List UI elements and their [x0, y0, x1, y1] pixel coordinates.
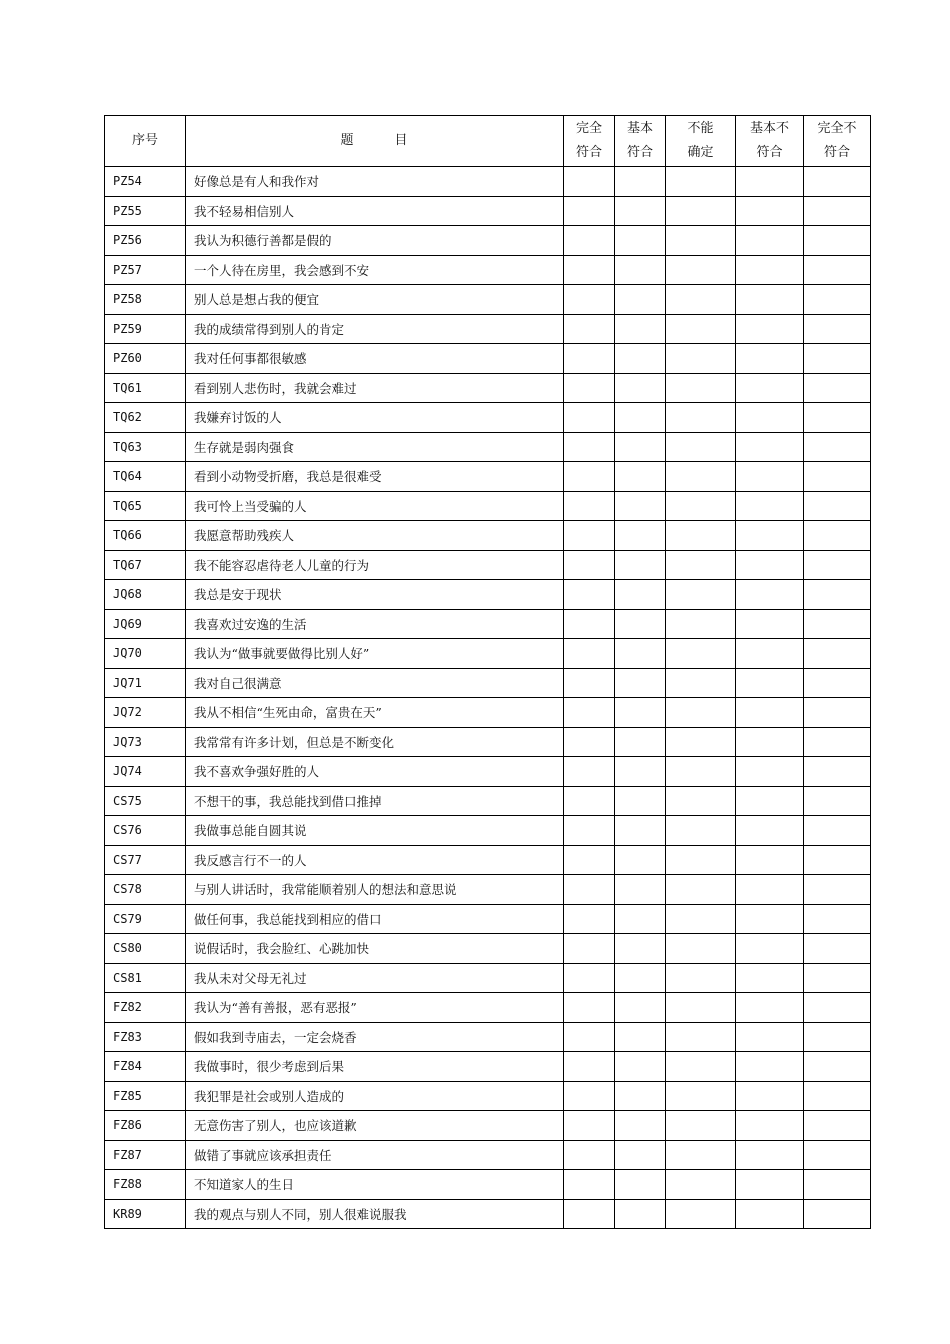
table-row — [105, 167, 871, 197]
question-code: KR89 — [105, 1199, 186, 1229]
answer-cell-mostly-agree[interactable] — [615, 226, 666, 256]
question-code: TQ66 — [105, 521, 186, 551]
question-code: PZ57 — [105, 255, 186, 285]
answer-cell-fully-disagree[interactable] — [804, 373, 871, 403]
answer-cell-mostly-agree[interactable] — [615, 668, 666, 698]
answer-cell-fully-agree[interactable] — [564, 1199, 615, 1229]
table-row — [105, 668, 871, 698]
answer-cell-unsure[interactable] — [666, 1140, 736, 1170]
question-code: CS77 — [105, 845, 186, 875]
answer-cell-fully-agree[interactable] — [564, 580, 615, 610]
question-text: 不想干的事，我总能找到借口推掉 — [186, 786, 564, 816]
answer-cell-mostly-agree[interactable] — [615, 845, 666, 875]
answer-cell-fully-disagree[interactable] — [804, 1199, 871, 1229]
answer-cell-fully-agree[interactable] — [564, 1140, 615, 1170]
answer-cell-unsure[interactable] — [666, 373, 736, 403]
question-text: 与别人讲话时，我常能顺着别人的想法和意思说 — [186, 875, 564, 905]
answer-cell-mostly-disagree[interactable] — [736, 285, 804, 315]
question-code: CS76 — [105, 816, 186, 846]
question-text: 我可怜上当受骗的人 — [186, 491, 564, 521]
answer-cell-fully-disagree[interactable] — [804, 491, 871, 521]
header-option-fully-agree: 完全 符合 — [564, 116, 615, 167]
answer-cell-fully-agree[interactable] — [564, 196, 615, 226]
table-row — [105, 314, 871, 344]
question-text: 好像总是有人和我作对 — [186, 167, 564, 197]
question-code: CS78 — [105, 875, 186, 905]
table-row — [105, 521, 871, 551]
answer-cell-unsure[interactable] — [666, 698, 736, 728]
table-row — [105, 373, 871, 403]
answer-cell-unsure[interactable] — [666, 727, 736, 757]
answer-cell-fully-agree[interactable] — [564, 816, 615, 846]
answer-cell-fully-disagree[interactable] — [804, 462, 871, 492]
header-row — [105, 116, 871, 167]
answer-cell-unsure[interactable] — [666, 845, 736, 875]
answer-cell-unsure[interactable] — [666, 993, 736, 1023]
answer-cell-unsure[interactable] — [666, 432, 736, 462]
answer-cell-fully-disagree[interactable] — [804, 816, 871, 846]
table-row — [105, 1140, 871, 1170]
table-row — [105, 285, 871, 315]
answer-cell-mostly-agree[interactable] — [615, 462, 666, 492]
answer-cell-mostly-agree[interactable] — [615, 1199, 666, 1229]
question-code: PZ55 — [105, 196, 186, 226]
answer-cell-mostly-disagree[interactable] — [736, 255, 804, 285]
table-row — [105, 255, 871, 285]
answer-cell-fully-disagree[interactable] — [804, 167, 871, 197]
questionnaire-table — [104, 115, 871, 1229]
answer-cell-mostly-disagree[interactable] — [736, 668, 804, 698]
answer-cell-unsure[interactable] — [666, 285, 736, 315]
question-code: PZ59 — [105, 314, 186, 344]
table-row — [105, 698, 871, 728]
answer-cell-unsure[interactable] — [666, 580, 736, 610]
answer-cell-mostly-agree[interactable] — [615, 1170, 666, 1200]
answer-cell-fully-agree[interactable] — [564, 226, 615, 256]
question-text: 我不喜欢争强好胜的人 — [186, 757, 564, 787]
table-row — [105, 639, 871, 669]
answer-cell-fully-agree[interactable] — [564, 403, 615, 433]
answer-cell-fully-agree[interactable] — [564, 1170, 615, 1200]
answer-cell-mostly-disagree[interactable] — [736, 904, 804, 934]
answer-cell-mostly-disagree[interactable] — [736, 462, 804, 492]
question-code: PZ60 — [105, 344, 186, 374]
answer-cell-unsure[interactable] — [666, 757, 736, 787]
answer-cell-mostly-disagree[interactable] — [736, 757, 804, 787]
question-text: 别人总是想占我的便宜 — [186, 285, 564, 315]
question-code: PZ56 — [105, 226, 186, 256]
question-text: 不知道家人的生日 — [186, 1170, 564, 1200]
question-text: 我愿意帮助残疾人 — [186, 521, 564, 551]
table-row — [105, 344, 871, 374]
answer-cell-mostly-agree[interactable] — [615, 285, 666, 315]
question-text: 做任何事，我总能找到相应的借口 — [186, 904, 564, 934]
table-row — [105, 491, 871, 521]
answer-cell-fully-agree[interactable] — [564, 285, 615, 315]
answer-cell-fully-agree[interactable] — [564, 963, 615, 993]
table-row — [105, 462, 871, 492]
question-code: TQ65 — [105, 491, 186, 521]
answer-cell-unsure[interactable] — [666, 639, 736, 669]
question-code: CS79 — [105, 904, 186, 934]
answer-cell-fully-agree[interactable] — [564, 786, 615, 816]
answer-cell-fully-agree[interactable] — [564, 934, 615, 964]
answer-cell-mostly-disagree[interactable] — [736, 1052, 804, 1082]
question-text: 我犯罪是社会或别人造成的 — [186, 1081, 564, 1111]
answer-cell-fully-agree[interactable] — [564, 344, 615, 374]
table-row — [105, 403, 871, 433]
answer-cell-fully-disagree[interactable] — [804, 845, 871, 875]
answer-cell-mostly-disagree[interactable] — [736, 934, 804, 964]
question-text: 做错了事就应该承担责任 — [186, 1140, 564, 1170]
answer-cell-mostly-disagree[interactable] — [736, 1111, 804, 1141]
answer-cell-mostly-agree[interactable] — [615, 639, 666, 669]
table-row — [105, 1111, 871, 1141]
header-option-unsure: 不能 确定 — [666, 116, 736, 167]
answer-cell-mostly-agree[interactable] — [615, 344, 666, 374]
answer-cell-mostly-agree[interactable] — [615, 491, 666, 521]
answer-cell-mostly-agree[interactable] — [615, 904, 666, 934]
table-row — [105, 816, 871, 846]
question-text: 无意伤害了别人，也应该道歉 — [186, 1111, 564, 1141]
question-code: JQ68 — [105, 580, 186, 610]
table-row — [105, 609, 871, 639]
answer-cell-fully-disagree[interactable] — [804, 875, 871, 905]
question-text: 我做事总能自圆其说 — [186, 816, 564, 846]
answer-cell-unsure[interactable] — [666, 904, 736, 934]
answer-cell-fully-disagree[interactable] — [804, 521, 871, 551]
answer-cell-mostly-agree[interactable] — [615, 1081, 666, 1111]
answer-cell-mostly-agree[interactable] — [615, 757, 666, 787]
answer-cell-mostly-agree[interactable] — [615, 727, 666, 757]
answer-cell-fully-disagree[interactable] — [804, 993, 871, 1023]
question-code: JQ71 — [105, 668, 186, 698]
answer-cell-fully-disagree[interactable] — [804, 580, 871, 610]
answer-cell-fully-disagree[interactable] — [804, 432, 871, 462]
answer-cell-unsure[interactable] — [666, 314, 736, 344]
answer-cell-fully-agree[interactable] — [564, 1081, 615, 1111]
answer-cell-mostly-agree[interactable] — [615, 609, 666, 639]
answer-cell-fully-agree[interactable] — [564, 757, 615, 787]
question-code: FZ82 — [105, 993, 186, 1023]
answer-cell-unsure[interactable] — [666, 816, 736, 846]
answer-cell-fully-agree[interactable] — [564, 521, 615, 551]
question-text: 我不轻易相信别人 — [186, 196, 564, 226]
question-code: FZ86 — [105, 1111, 186, 1141]
answer-cell-fully-agree[interactable] — [564, 639, 615, 669]
answer-cell-mostly-disagree[interactable] — [736, 344, 804, 374]
question-text: 我的观点与别人不同，别人很难说服我 — [186, 1199, 564, 1229]
answer-cell-mostly-disagree[interactable] — [736, 491, 804, 521]
answer-cell-unsure[interactable] — [666, 255, 736, 285]
question-text: 我做事时，很少考虑到后果 — [186, 1052, 564, 1082]
table-row — [105, 904, 871, 934]
answer-cell-mostly-disagree[interactable] — [736, 521, 804, 551]
answer-cell-fully-agree[interactable] — [564, 373, 615, 403]
header-option-mostly-agree: 基本 符合 — [615, 116, 666, 167]
question-text: 我认为积德行善都是假的 — [186, 226, 564, 256]
question-code: JQ73 — [105, 727, 186, 757]
question-text: 假如我到寺庙去，一定会烧香 — [186, 1022, 564, 1052]
answer-cell-unsure[interactable] — [666, 403, 736, 433]
answer-cell-fully-disagree[interactable] — [804, 550, 871, 580]
answer-cell-fully-disagree[interactable] — [804, 403, 871, 433]
answer-cell-fully-agree[interactable] — [564, 432, 615, 462]
answer-cell-mostly-agree[interactable] — [615, 786, 666, 816]
answer-cell-mostly-disagree[interactable] — [736, 314, 804, 344]
answer-cell-mostly-agree[interactable] — [615, 314, 666, 344]
table-row — [105, 757, 871, 787]
question-text: 我喜欢过安逸的生活 — [186, 609, 564, 639]
answer-cell-mostly-agree[interactable] — [615, 196, 666, 226]
table-row — [105, 1052, 871, 1082]
answer-cell-fully-agree[interactable] — [564, 904, 615, 934]
question-code: FZ83 — [105, 1022, 186, 1052]
answer-cell-unsure[interactable] — [666, 963, 736, 993]
question-code: TQ62 — [105, 403, 186, 433]
table-row — [105, 1081, 871, 1111]
answer-cell-mostly-disagree[interactable] — [736, 875, 804, 905]
table-row — [105, 993, 871, 1023]
table-row — [105, 226, 871, 256]
answer-cell-fully-disagree[interactable] — [804, 314, 871, 344]
table-row — [105, 1170, 871, 1200]
table-row — [105, 934, 871, 964]
question-text: 一个人待在房里，我会感到不安 — [186, 255, 564, 285]
answer-cell-mostly-disagree[interactable] — [736, 196, 804, 226]
question-text: 我总是安于现状 — [186, 580, 564, 610]
answer-cell-mostly-agree[interactable] — [615, 1140, 666, 1170]
answer-cell-mostly-agree[interactable] — [615, 698, 666, 728]
answer-cell-mostly-agree[interactable] — [615, 963, 666, 993]
question-text: 我认为“做事就要做得比别人好” — [186, 639, 564, 669]
question-text: 我的成绩常得到别人的肯定 — [186, 314, 564, 344]
answer-cell-fully-agree[interactable] — [564, 167, 615, 197]
answer-cell-mostly-disagree[interactable] — [736, 845, 804, 875]
answer-cell-mostly-agree[interactable] — [615, 875, 666, 905]
answer-cell-unsure[interactable] — [666, 344, 736, 374]
answer-cell-fully-disagree[interactable] — [804, 1022, 871, 1052]
answer-cell-fully-agree[interactable] — [564, 1022, 615, 1052]
answer-cell-fully-disagree[interactable] — [804, 727, 871, 757]
table-row — [105, 963, 871, 993]
answer-cell-fully-disagree[interactable] — [804, 1170, 871, 1200]
answer-cell-mostly-agree[interactable] — [615, 934, 666, 964]
question-text: 我对自己很满意 — [186, 668, 564, 698]
question-text: 看到小动物受折磨，我总是很难受 — [186, 462, 564, 492]
question-text: 我反感言行不一的人 — [186, 845, 564, 875]
answer-cell-mostly-agree[interactable] — [615, 993, 666, 1023]
answer-cell-unsure[interactable] — [666, 875, 736, 905]
table-row — [105, 1199, 871, 1229]
question-code: PZ58 — [105, 285, 186, 315]
question-code: FZ85 — [105, 1081, 186, 1111]
answer-cell-fully-disagree[interactable] — [804, 698, 871, 728]
question-code: CS80 — [105, 934, 186, 964]
table-row — [105, 580, 871, 610]
header-option-fully-disagree: 完全不 符合 — [804, 116, 871, 167]
answer-cell-fully-agree[interactable] — [564, 1052, 615, 1082]
table-row — [105, 875, 871, 905]
answer-cell-fully-agree[interactable] — [564, 668, 615, 698]
question-code: JQ70 — [105, 639, 186, 669]
answer-cell-unsure[interactable] — [666, 668, 736, 698]
answer-cell-fully-agree[interactable] — [564, 462, 615, 492]
question-text: 看到别人悲伤时，我就会难过 — [186, 373, 564, 403]
question-code: JQ74 — [105, 757, 186, 787]
answer-cell-fully-disagree[interactable] — [804, 344, 871, 374]
answer-cell-fully-disagree[interactable] — [804, 639, 871, 669]
question-text: 我认为“善有善报，恶有恶报” — [186, 993, 564, 1023]
answer-cell-unsure[interactable] — [666, 1170, 736, 1200]
question-code: JQ69 — [105, 609, 186, 639]
answer-cell-mostly-disagree[interactable] — [736, 727, 804, 757]
answer-cell-fully-disagree[interactable] — [804, 1111, 871, 1141]
answer-cell-mostly-agree[interactable] — [615, 1022, 666, 1052]
answer-cell-fully-agree[interactable] — [564, 1111, 615, 1141]
question-code: TQ61 — [105, 373, 186, 403]
answer-cell-fully-agree[interactable] — [564, 609, 615, 639]
answer-cell-mostly-disagree[interactable] — [736, 993, 804, 1023]
table-row — [105, 727, 871, 757]
answer-cell-fully-agree[interactable] — [564, 698, 615, 728]
answer-cell-mostly-disagree[interactable] — [736, 1170, 804, 1200]
question-code: FZ88 — [105, 1170, 186, 1200]
question-code: FZ84 — [105, 1052, 186, 1082]
question-text: 我对任何事都很敏感 — [186, 344, 564, 374]
answer-cell-fully-agree[interactable] — [564, 491, 615, 521]
question-text: 我常常有许多计划，但总是不断变化 — [186, 727, 564, 757]
answer-cell-unsure[interactable] — [666, 1111, 736, 1141]
answer-cell-unsure[interactable] — [666, 521, 736, 551]
answer-cell-fully-agree[interactable] — [564, 550, 615, 580]
answer-cell-unsure[interactable] — [666, 1199, 736, 1229]
table-row — [105, 1022, 871, 1052]
answer-cell-fully-disagree[interactable] — [804, 196, 871, 226]
answer-cell-fully-disagree[interactable] — [804, 668, 871, 698]
answer-cell-unsure[interactable] — [666, 934, 736, 964]
answer-cell-mostly-disagree[interactable] — [736, 816, 804, 846]
answer-cell-unsure[interactable] — [666, 462, 736, 492]
answer-cell-mostly-agree[interactable] — [615, 521, 666, 551]
question-code: FZ87 — [105, 1140, 186, 1170]
question-code: CS81 — [105, 963, 186, 993]
answer-cell-mostly-disagree[interactable] — [736, 963, 804, 993]
answer-cell-unsure[interactable] — [666, 786, 736, 816]
answer-cell-fully-agree[interactable] — [564, 875, 615, 905]
answer-cell-unsure[interactable] — [666, 609, 736, 639]
answer-cell-mostly-disagree[interactable] — [736, 786, 804, 816]
table-row — [105, 432, 871, 462]
answer-cell-fully-disagree[interactable] — [804, 1081, 871, 1111]
answer-cell-mostly-agree[interactable] — [615, 432, 666, 462]
answer-cell-mostly-agree[interactable] — [615, 373, 666, 403]
answer-cell-unsure[interactable] — [666, 226, 736, 256]
question-code: CS75 — [105, 786, 186, 816]
answer-cell-unsure[interactable] — [666, 1022, 736, 1052]
question-text: 说假话时，我会脸红、心跳加快 — [186, 934, 564, 964]
answer-cell-mostly-disagree[interactable] — [736, 1022, 804, 1052]
answer-cell-mostly-agree[interactable] — [615, 167, 666, 197]
question-code: PZ54 — [105, 167, 186, 197]
answer-cell-fully-disagree[interactable] — [804, 226, 871, 256]
answer-cell-fully-disagree[interactable] — [804, 786, 871, 816]
question-text: 我嫌弃讨饭的人 — [186, 403, 564, 433]
answer-cell-mostly-agree[interactable] — [615, 255, 666, 285]
header-title: 题 目 — [186, 116, 564, 167]
answer-cell-mostly-disagree[interactable] — [736, 226, 804, 256]
question-text: 我不能容忍虐待老人儿童的行为 — [186, 550, 564, 580]
answer-cell-mostly-disagree[interactable] — [736, 403, 804, 433]
answer-cell-unsure[interactable] — [666, 550, 736, 580]
answer-cell-fully-disagree[interactable] — [804, 255, 871, 285]
answer-cell-mostly-disagree[interactable] — [736, 550, 804, 580]
question-code: TQ64 — [105, 462, 186, 492]
answer-cell-mostly-agree[interactable] — [615, 580, 666, 610]
answer-cell-unsure[interactable] — [666, 1081, 736, 1111]
table-row — [105, 786, 871, 816]
question-code: TQ63 — [105, 432, 186, 462]
answer-cell-fully-disagree[interactable] — [804, 963, 871, 993]
answer-cell-unsure[interactable] — [666, 491, 736, 521]
question-code: JQ72 — [105, 698, 186, 728]
question-text: 我从未对父母无礼过 — [186, 963, 564, 993]
header-code: 序号 — [105, 116, 186, 167]
answer-cell-fully-agree[interactable] — [564, 845, 615, 875]
answer-cell-mostly-disagree[interactable] — [736, 1199, 804, 1229]
answer-cell-fully-agree[interactable] — [564, 314, 615, 344]
answer-cell-fully-agree[interactable] — [564, 993, 615, 1023]
answer-cell-mostly-disagree[interactable] — [736, 698, 804, 728]
table-row — [105, 196, 871, 226]
answer-cell-fully-agree[interactable] — [564, 727, 615, 757]
answer-cell-fully-disagree[interactable] — [804, 904, 871, 934]
answer-cell-unsure[interactable] — [666, 1052, 736, 1082]
question-text: 生存就是弱肉强食 — [186, 432, 564, 462]
answer-cell-mostly-disagree[interactable] — [736, 1140, 804, 1170]
answer-cell-fully-disagree[interactable] — [804, 934, 871, 964]
answer-cell-fully-agree[interactable] — [564, 255, 615, 285]
answer-cell-fully-disagree[interactable] — [804, 1140, 871, 1170]
answer-cell-mostly-disagree[interactable] — [736, 639, 804, 669]
answer-cell-mostly-disagree[interactable] — [736, 432, 804, 462]
answer-cell-mostly-agree[interactable] — [615, 550, 666, 580]
answer-cell-fully-disagree[interactable] — [804, 285, 871, 315]
answer-cell-mostly-agree[interactable] — [615, 1111, 666, 1141]
table-row — [105, 550, 871, 580]
answer-cell-mostly-agree[interactable] — [615, 1052, 666, 1082]
answer-cell-mostly-disagree[interactable] — [736, 167, 804, 197]
answer-cell-mostly-agree[interactable] — [615, 816, 666, 846]
answer-cell-mostly-disagree[interactable] — [736, 373, 804, 403]
header-option-mostly-disagree: 基本不 符合 — [736, 116, 804, 167]
answer-cell-fully-disagree[interactable] — [804, 757, 871, 787]
answer-cell-unsure[interactable] — [666, 167, 736, 197]
answer-cell-mostly-disagree[interactable] — [736, 580, 804, 610]
answer-cell-mostly-agree[interactable] — [615, 403, 666, 433]
answer-cell-fully-disagree[interactable] — [804, 609, 871, 639]
table-row — [105, 845, 871, 875]
question-code: TQ67 — [105, 550, 186, 580]
answer-cell-mostly-disagree[interactable] — [736, 1081, 804, 1111]
answer-cell-unsure[interactable] — [666, 196, 736, 226]
question-text: 我从不相信“生死由命，富贵在天” — [186, 698, 564, 728]
answer-cell-mostly-disagree[interactable] — [736, 609, 804, 639]
answer-cell-fully-disagree[interactable] — [804, 1052, 871, 1082]
